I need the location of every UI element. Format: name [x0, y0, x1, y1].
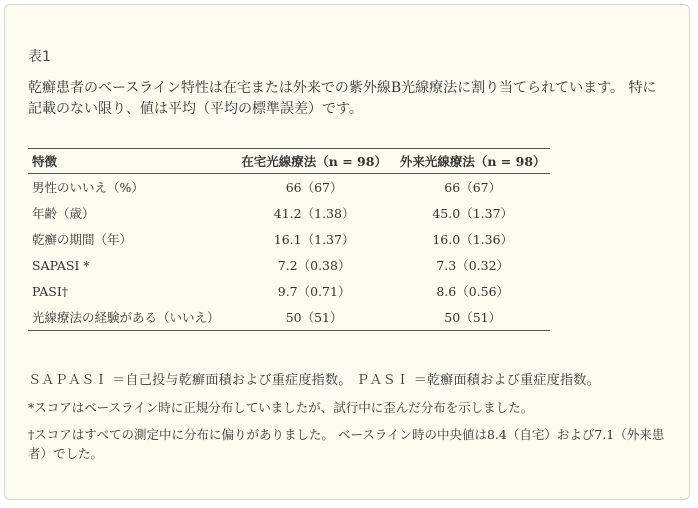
row-label: 乾癬の期間（年） [32, 232, 133, 247]
table-title: 表1 [28, 49, 51, 65]
row-label: SAPASI * [32, 257, 90, 273]
home-value: 16.1（1.37） [273, 232, 355, 247]
row-label: PASI† [32, 283, 69, 299]
table-row [28, 252, 550, 278]
table-row [28, 278, 550, 304]
home-value: 41.2（1.38） [273, 206, 355, 221]
outpatient-value: 66（67） [444, 180, 502, 195]
outpatient-value: 8.6（0.56） [436, 284, 510, 299]
row-label: 年齢（歳） [32, 206, 95, 221]
table-header-row [28, 149, 550, 174]
footnote-abbreviations: ＳＡＰＡＳＩ ＝自己投与乾癬面積および重症度指数。 ＰＡＳＩ ＝乾癬面積および重症度指数。 [28, 373, 600, 388]
outpatient-value: 45.0（1.37） [432, 206, 514, 221]
table-row [28, 226, 550, 252]
header-characteristic: 特徴 [28, 149, 233, 174]
row-label: 男性のいいえ（%） [32, 180, 144, 195]
outpatient-value: 16.0（1.36） [432, 232, 514, 247]
footnote-star: *スコアはベースライン時に正規分布していましたが、試行中に歪んだ分布を示しました。 [28, 400, 534, 415]
header-outpatient: 外来光線療法（n = 98） [391, 149, 550, 174]
home-value: 9.7（0.71） [277, 284, 351, 299]
home-value: 7.2（0.38） [277, 258, 351, 273]
row-label: 光線療法の経験がある（いいえ） [28, 304, 233, 331]
outpatient-value: 50（51） [391, 304, 550, 331]
outpatient-value: 7.3（0.32） [436, 258, 510, 273]
table-caption: 乾癬患者のベースライン特性は在宅または外来での紫外線B光線療法に割り当てられています。 特に記載のない限り、値は平均（平均の標準誤差）です。 [28, 80, 657, 117]
table-row [28, 200, 550, 226]
header-home: 在宅光線療法（n = 98） [233, 149, 392, 174]
home-value: 50（51） [233, 304, 392, 331]
table-row [28, 304, 550, 331]
table-row [28, 174, 550, 201]
home-value: 66（67） [285, 180, 343, 195]
footnote-dagger: †スコアはすべての測定中に分布に偏りがありました。 ベースライン時の中央値は8.4（自宅）および7.1（外来患者）でした。 [28, 427, 665, 461]
baseline-table [28, 148, 550, 331]
